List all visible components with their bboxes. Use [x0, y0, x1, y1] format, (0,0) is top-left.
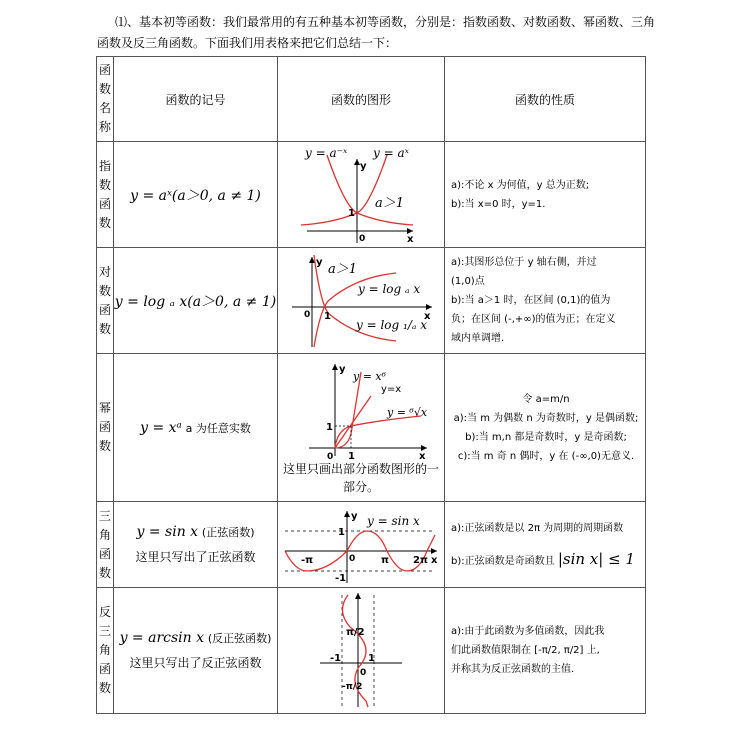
arcsin-extra: 这里只写出了反正弦函数: [129, 655, 262, 670]
tick-1: 1: [324, 310, 331, 322]
tick-neg-half-pi: -π/2: [342, 681, 363, 692]
row-exponential: [97, 142, 646, 248]
row-inverse-trig: [97, 588, 646, 714]
header-graph: 函数的图形: [278, 57, 445, 142]
label-log-a: y = log ₐ x: [358, 281, 421, 296]
arcsin-props: a):由于此函数为多值函数，因此我 们此函数值限制在 [-π/2, π/2] 上, 并称其为反正弦函数的主值.: [445, 588, 646, 714]
row-power: [97, 354, 646, 502]
arcsin-graph: [316, 591, 406, 711]
origin-label: 0: [304, 309, 311, 320]
row-trigonometric: [97, 502, 646, 588]
label-a-gt-1: a＞1: [328, 261, 358, 277]
tick-1-y: 1: [326, 421, 333, 433]
label-y-eq-x: y=x: [381, 383, 402, 395]
power-graph-note: 这里只画出部分函数图形的一部分。: [282, 461, 439, 494]
label-y-a-neg-x: y = a⁻ˣ: [305, 145, 348, 160]
axis-y-label: y: [316, 256, 323, 268]
header-name-cell: 函 数 名 称: [97, 57, 114, 142]
power-formula: y = xᵃ: [140, 419, 182, 436]
power-props: 令 a=m/n a):当 m 为偶数 n 为奇数时，y 是偶函数; b):当 m,n 都是奇数时，y 是奇函数; c):当 m 奇 n 偶时，y 在 (-∞,0)无意义.: [445, 354, 646, 502]
label-root6: y = ⁶√x: [387, 405, 428, 419]
tick-neg-1: -1: [335, 572, 347, 584]
tick-pi: π: [381, 554, 389, 566]
log-name: 对 数 函 数: [97, 248, 114, 354]
log-props: a):其图形总位于 y 轴右侧，并过 (1,0)点 b):当 a＞1 时，在区间 (0,1)的值为 负；在区间 (-,+∞)的值为正；在定义 域内单调增.: [445, 248, 646, 354]
tick-2pi: 2π: [413, 554, 428, 566]
label-sin: y = sin x: [367, 513, 420, 528]
row-logarithmic: [97, 248, 646, 354]
axis-x-label: x: [407, 233, 414, 245]
label-x6: y = x⁶: [353, 369, 387, 383]
axis-x-label: x: [424, 310, 431, 322]
power-formula-note: a 为任意实数: [185, 421, 251, 435]
exponential-graph: [301, 145, 421, 245]
header-row: [97, 57, 646, 142]
arcsin-formula: y = arcsin x: [119, 629, 205, 646]
intro-paragraph: ⑴、基本初等函数：我们最常用的有五种基本初等函数，分别是：指数函数、对数函数、幂函数、三角函数及反三角函数。下面我们用表格来把它们总结一下：: [97, 15, 656, 50]
header-notation: 函数的记号: [114, 57, 278, 142]
label-a-gt-1: a＞1: [375, 195, 405, 211]
label-y-a-x: y = aˣ: [373, 145, 409, 160]
arcsin-name: 反 三 角 函 数: [97, 588, 114, 714]
label-log-1-over-a: y = log ₁/ₐ x: [356, 317, 427, 332]
trig-name: 三 角 函 数: [97, 502, 114, 588]
exp-formula: y = aˣ(a＞0, a ≠ 1): [130, 187, 261, 204]
tick-1: 1: [338, 526, 345, 538]
origin-label: 0: [349, 553, 356, 564]
trig-formula-note: (正弦函数): [201, 525, 255, 539]
log-formula: y = log ₐ x(a＞0, a ≠ 1): [114, 293, 277, 310]
logarithmic-graph: [286, 251, 436, 351]
trig-props: a):正弦函数是以 2π 为周期的周期函数 b):正弦函数是奇函数且 |sin x| ≤ 1: [445, 502, 646, 588]
tick-neg-1: -1: [330, 652, 342, 664]
tick-neg-pi: -π: [301, 554, 314, 566]
axis-y-label: y: [339, 363, 346, 375]
trig-extra: 这里只写出了正弦函数: [135, 549, 256, 564]
tick-1-x: 1: [348, 450, 355, 460]
tick-half-pi: π/2: [346, 626, 365, 638]
power-name: 幂 函 数: [97, 354, 114, 502]
arcsin-formula-note: (反正弦函数): [207, 631, 272, 645]
trig-formula: y = sin x: [136, 523, 199, 540]
axis-y-label: y: [360, 160, 367, 172]
tick-1: 1: [348, 207, 355, 219]
exp-props: a):不论 x 为何值，y 总为正数; b):当 x=0 时，y=1.: [445, 142, 646, 248]
axis-x-label: x: [431, 554, 438, 566]
axis-y-label: y: [351, 510, 358, 522]
origin-label: 0: [360, 667, 367, 678]
sine-graph: [281, 505, 441, 585]
sin-bound: |sin x| ≤ 1: [557, 549, 635, 568]
header-property: 函数的性质: [445, 57, 646, 142]
exp-name: 指 数 函 数: [97, 142, 114, 248]
function-summary-table: [96, 56, 646, 714]
tick-1: 1: [368, 652, 375, 664]
axis-x-label: x: [419, 450, 426, 460]
origin-label: 0: [327, 451, 334, 460]
origin-label: 0: [359, 233, 366, 244]
power-graph: [291, 360, 431, 460]
